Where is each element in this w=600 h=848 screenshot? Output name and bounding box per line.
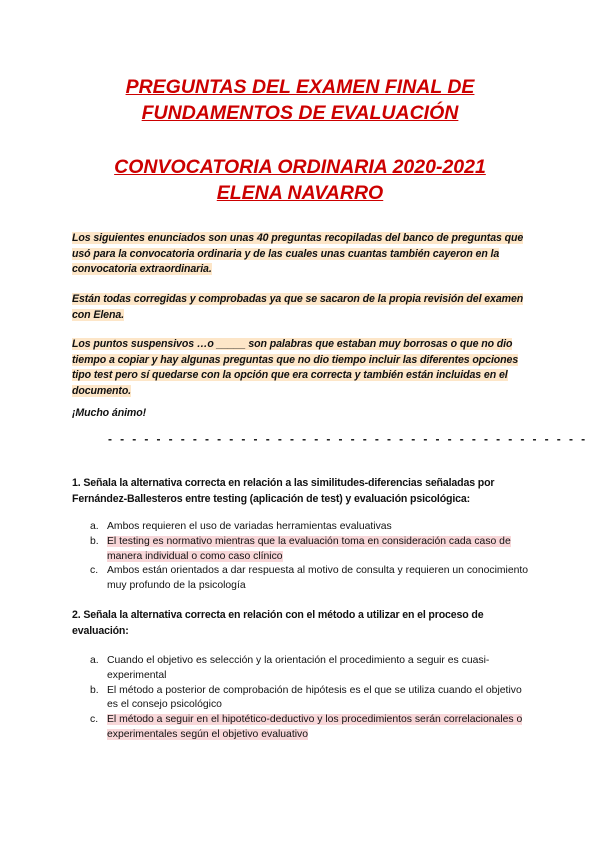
option-text: Cuando el objetivo es selección y la orientación el procedimiento a seguir es cuasi-experimental [107,655,490,681]
encouragement-text: ¡Mucho ánimo! [72,407,147,419]
question-1-options [90,520,530,594]
question-1: 1. Señala la alternativa correcta en relación a las similitudes-diferencias señaladas por Fernández-Ballesteros entre testing (aplicación de test) y evaluación psicológica: [72,477,495,505]
option-text: El testing es normativo mientras que la evaluación toma en consideración cada caso de manera individual o como caso clínico [107,535,511,562]
option-letter: b. [90,684,99,696]
option-letter: b. [90,535,99,547]
option-letter: c. [90,565,99,577]
intro-paragraph-3 [72,337,532,399]
subtitle-line-1: CONVOCATORIA ORDINARIA 2020-2021 [114,156,486,178]
option-item [90,564,530,594]
title-line-2: FUNDAMENTOS DE EVALUACIÓN [141,102,459,124]
question-2: 2. Señala la alternativa correcta en relación con el método a utilizar en el proceso de evaluación: [72,609,484,637]
separator-line: - - - - - - - - - - - - - - - - - - - - - - - - - - - - - - - - - - - - - - - - [108,432,588,446]
option-item [90,654,530,684]
title-line-1: PREGUNTAS DEL EXAMEN FINAL DE [125,76,475,98]
intro-text-3: Los puntos suspensivos …o _____ son palabras que estaban muy borrosas o que no dio tiempo a copiar y hay algunas preguntas que no dio tiempo incluir las diferentes opciones tipo test pero sí quedarse con la opción que era correcta y también están incluidas en el documento. [72,338,519,397]
subtitle-line-2: ELENA NAVARRO [216,182,384,204]
option-item-correct [90,535,530,565]
option-letter: c. [90,714,99,726]
option-text: El método a seguir en el hipotético-deductivo y los procedimientos serán correlacionales o experimentales según el objetivo evaluativo [107,714,523,740]
option-text: El método a posterior de comprobación de hipótesis es el que se utiliza cuando el objetivo es el consejo psicológico [107,684,522,711]
intro-paragraph-2 [72,292,532,323]
option-text: Ambos requieren el uso de variadas herramientas evaluativas [107,521,392,532]
intro-paragraph-1 [72,231,532,278]
intro-text-1: Los siguientes enunciados son unas 40 preguntas recopiladas del banco de preguntas que usó para la convocatoria ordinaria y de las cuales unas cuantas también cayeron en la convocatoria extraordinaria. [72,232,524,275]
option-text: Ambos están orientados a dar respuesta al motivo de consulta y requieren un conocimiento muy profundo de la psicología [107,565,529,592]
option-item [90,684,530,714]
option-item [90,520,530,535]
option-letter: a. [90,655,99,666]
question-2-options [90,654,530,743]
option-item-correct [90,713,530,743]
option-letter: a. [90,521,99,532]
intro-text-2: Están todas corregidas y comprobadas ya que se sacaron de la propia revisión del examen con Elena. [72,293,524,321]
